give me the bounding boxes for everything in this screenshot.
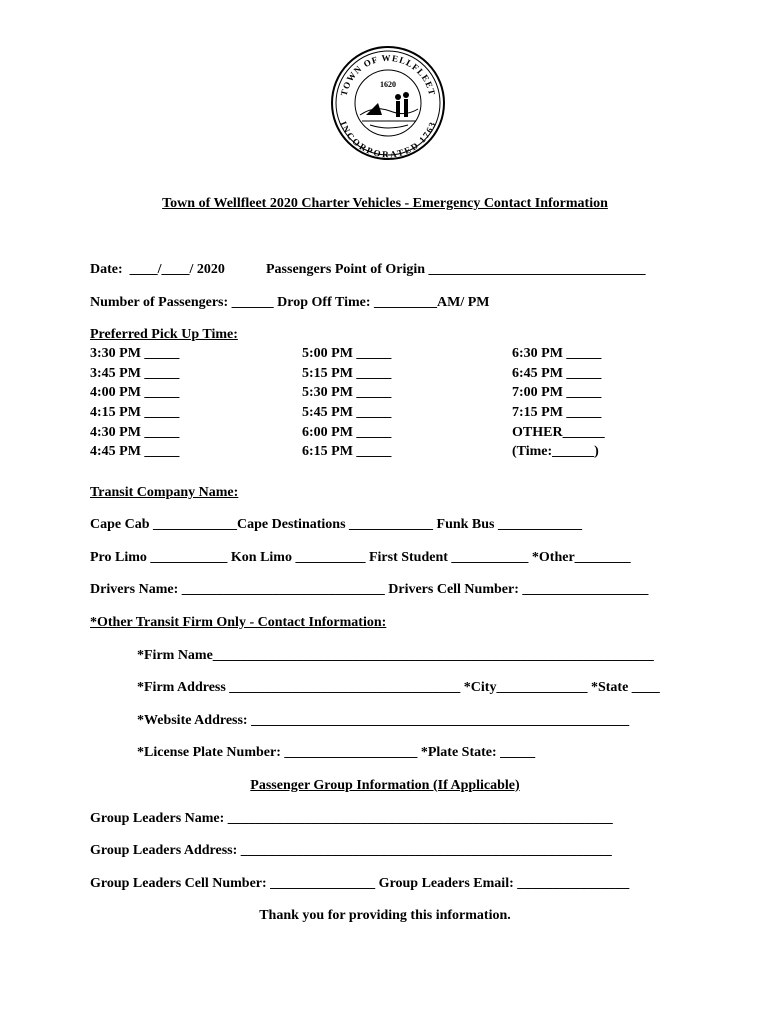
form-title: Town of Wellfleet 2020 Charter Vehicles - Emergency Contact Information bbox=[162, 196, 608, 211]
pickup-col2-item[interactable]: 5:15 PM _____ bbox=[302, 366, 392, 381]
pickup-col2-item[interactable]: 5:45 PM _____ bbox=[302, 405, 392, 420]
pickup-col1-item[interactable]: 4:15 PM _____ bbox=[90, 405, 180, 420]
website-field[interactable]: *Website Address: ______________________________________________________ bbox=[137, 713, 630, 728]
pickup-col2-item[interactable]: 5:30 PM _____ bbox=[302, 385, 392, 400]
town-seal-logo bbox=[330, 45, 446, 161]
pickup-col3-item[interactable]: 7:00 PM _____ bbox=[512, 385, 602, 400]
group-heading: Passenger Group Information (If Applicable) bbox=[250, 778, 520, 793]
pickup-col2-item[interactable]: 6:15 PM _____ bbox=[302, 444, 392, 459]
seal-year: 1620 bbox=[380, 80, 396, 89]
other-firm-heading: *Other Transit Firm Only - Contact Information: bbox=[90, 615, 387, 630]
pickup-col3-item[interactable]: (Time:______) bbox=[512, 444, 599, 459]
license-plate-field[interactable]: *License Plate Number: ___________________ *Plate State: _____ bbox=[137, 745, 536, 760]
pickup-col1-item[interactable]: 4:00 PM _____ bbox=[90, 385, 180, 400]
svg-text:INCORPORATED 1763 bbox=[338, 120, 438, 160]
origin-field[interactable]: Passengers Point of Origin _______________________________ bbox=[266, 262, 646, 277]
transit-options-line2[interactable]: Pro Limo ___________ Kon Limo __________ First Student ___________ *Other________ bbox=[90, 550, 631, 565]
passengers-dropoff-field[interactable]: Number of Passengers: ______ Drop Off Time: _________AM/ PM bbox=[90, 295, 490, 310]
pickup-col1-item[interactable]: 4:45 PM _____ bbox=[90, 444, 180, 459]
pickup-col2-item[interactable]: 6:00 PM _____ bbox=[302, 425, 392, 440]
drivers-info-field[interactable]: Drivers Name: _____________________________ Drivers Cell Number: __________________ bbox=[90, 582, 649, 597]
pickup-col1-item[interactable]: 3:45 PM _____ bbox=[90, 366, 180, 381]
thank-you-note: Thank you for providing this information. bbox=[259, 908, 511, 923]
date-field[interactable]: Date: ____/____/ 2020 bbox=[90, 262, 225, 277]
firm-address-field[interactable]: *Firm Address _________________________________ *City_____________ *State ____ bbox=[137, 680, 660, 695]
pickup-col3-item[interactable]: OTHER______ bbox=[512, 425, 605, 440]
pickup-col3-item[interactable]: 6:45 PM _____ bbox=[512, 366, 602, 381]
group-leader-address-field[interactable]: Group Leaders Address: _____________________________________________________ bbox=[90, 843, 612, 858]
pickup-col1-item[interactable]: 3:30 PM _____ bbox=[90, 346, 180, 361]
transit-heading: Transit Company Name: bbox=[90, 485, 239, 500]
pickup-col3-item[interactable]: 6:30 PM _____ bbox=[512, 346, 602, 361]
transit-options-line1[interactable]: Cape Cab ____________Cape Destinations ____________ Funk Bus ____________ bbox=[90, 517, 582, 532]
pickup-col1-item[interactable]: 4:30 PM _____ bbox=[90, 425, 180, 440]
firm-name-field[interactable]: *Firm Name_______________________________________________________________ bbox=[137, 648, 654, 663]
group-leader-name-field[interactable]: Group Leaders Name: _______________________________________________________ bbox=[90, 811, 613, 826]
group-leader-contact-field[interactable]: Group Leaders Cell Number: _______________ Group Leaders Email: ________________ bbox=[90, 876, 630, 891]
pickup-col3-item[interactable]: 7:15 PM _____ bbox=[512, 405, 602, 420]
pickup-heading: Preferred Pick Up Time: bbox=[90, 327, 238, 342]
pickup-col2-item[interactable]: 5:00 PM _____ bbox=[302, 346, 392, 361]
seal-bottom-text: INCORPORATED 1763 bbox=[338, 119, 438, 160]
seal-top-text: TOWN OF WELLFLEET bbox=[338, 52, 438, 97]
